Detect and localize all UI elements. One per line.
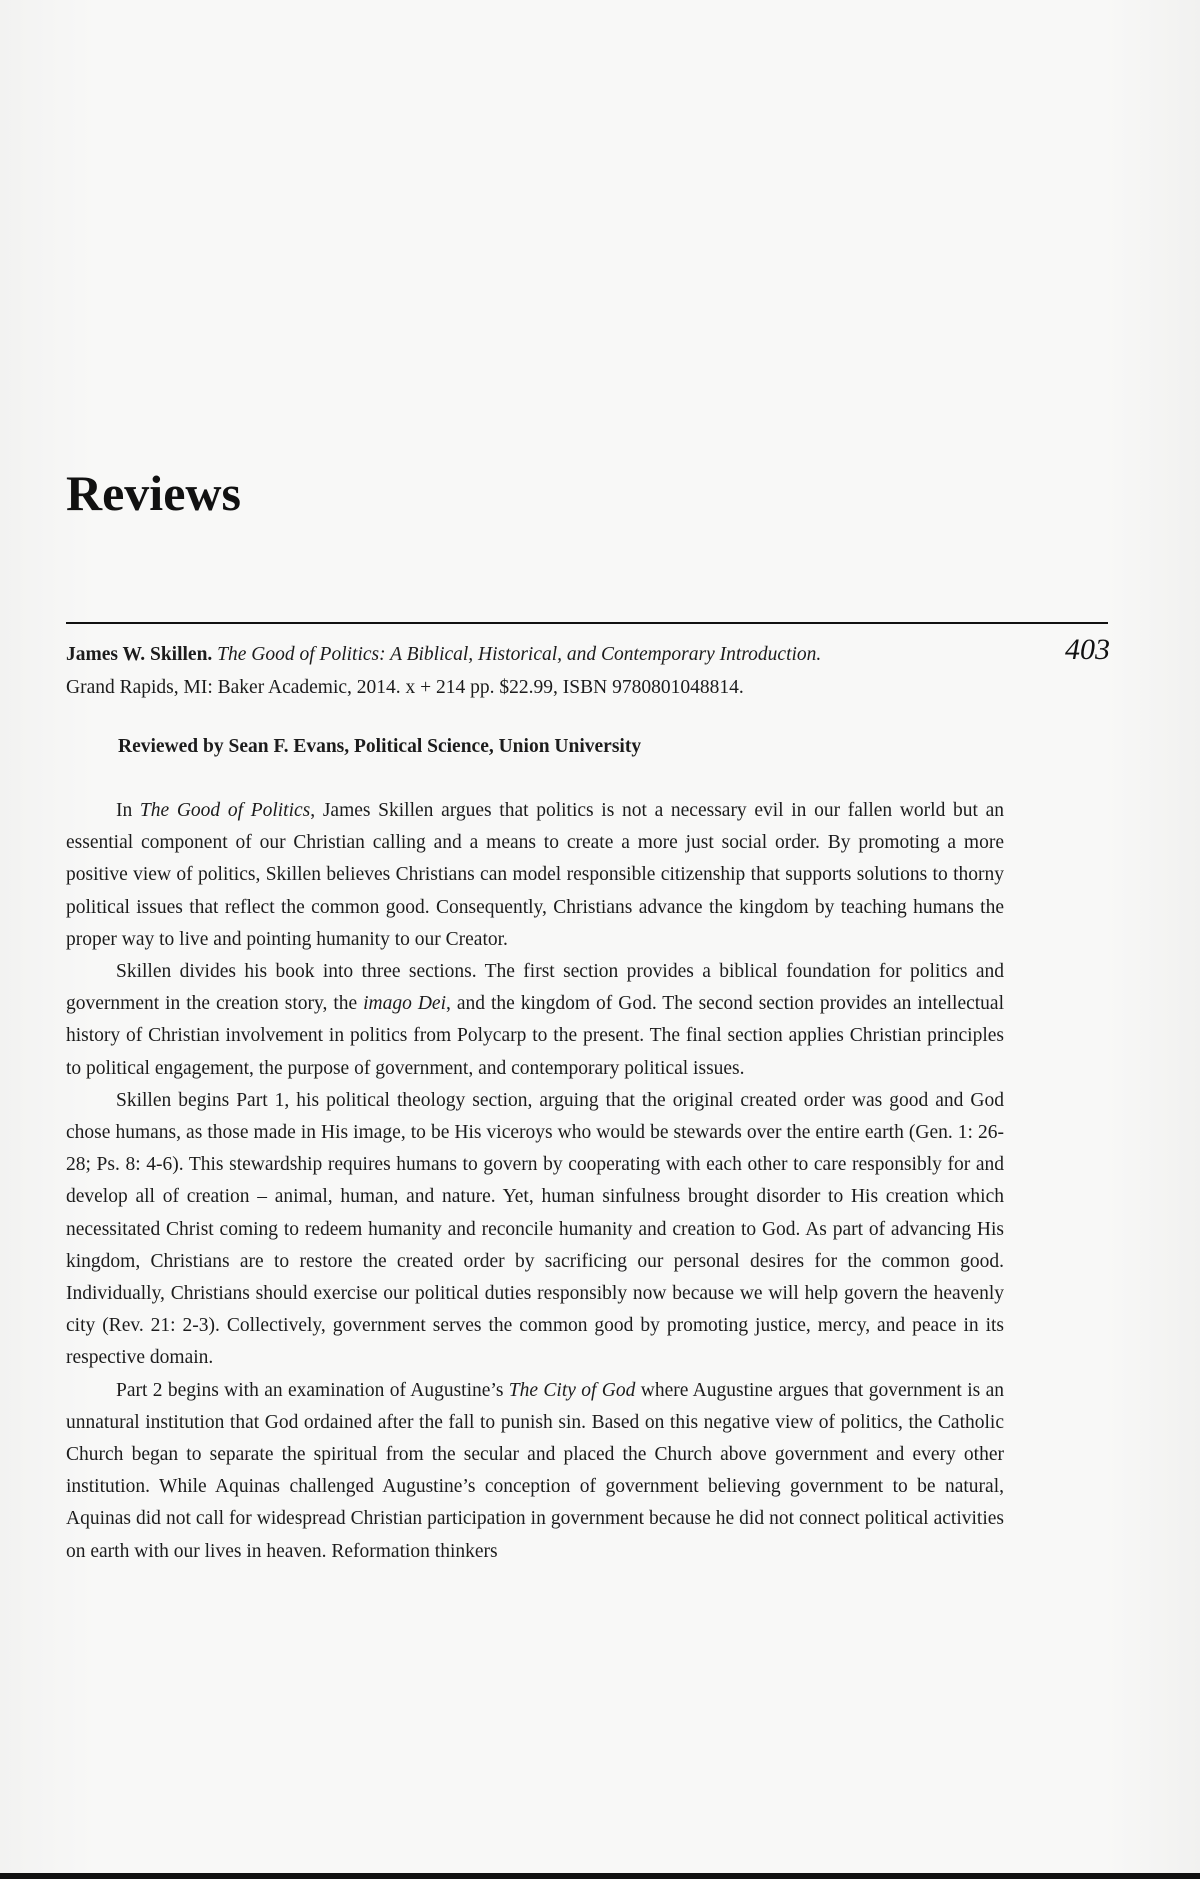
paragraph-3 — [66, 1085, 1004, 1375]
paragraph-3-text: Skillen begins Part 1, his political theology section, arguing that the original created order was good and God chose humans, as those made in His image, to be His viceroys who would be stewards over the entire earth (Gen. 1: 26-28; Ps. 8: 4-6). This stewardship requires humans to govern by cooperating with each other to care responsibly for and develop all of creation – animal, human, and nature. Yet, human sinfulness brought disorder to His creation which necessitated Christ coming to redeem humanity and reconcile humanity and creation to God. As part of advancing His kingdom, Christians are to restore the created order by sacrificing our personal desires for the common good. Individually, Christians should exercise our political duties responsibly now because we will help govern the heavenly city (Rev. 21: 2-3). Collectively, government serves the common good by promoting justice, mercy, and peace in its respective domain. — [66, 1089, 1004, 1369]
book-citation — [66, 638, 1026, 704]
paragraph-1-text: , James Skillen argues that politics is not a necessary evil in our fallen world but an essential component of our Christian calling and a means to create a more just social order. By promoting a more positive view of politics, Skillen believes Christians can model responsible citizenship that supports solutions to thorny political issues that reflect the common good. Consequently, Christians advance the kingdom by teaching humans the proper way to live and pointing humanity to our Creator. — [66, 800, 1004, 950]
paragraph-4-text-a: Part 2 begins with an examination of Augustine’s — [116, 1379, 509, 1401]
section-heading: Reviews — [66, 465, 241, 521]
paragraph-2-text-a: Skillen divides his book into three sections. The first section provides a biblical foundation for politics and government in the creation story, the — [66, 961, 1004, 1015]
paragraph-1 — [66, 795, 1004, 956]
paragraph-2-italic-term: imago Dei — [363, 993, 446, 1015]
page-bottom-edge — [0, 1873, 1200, 1879]
review-body — [66, 795, 1004, 1568]
paragraph-4 — [66, 1375, 1004, 1568]
paragraph-1-book-title: The Good of Politics — [139, 800, 311, 821]
paragraph-2-text-b: , and the kingdom of God. The second section provides an intellectual history of Christian involvement in politics from Polycarp to the present. The final section applies Christian principles to political engagement, the purpose of government, and contemporary political issues. — [66, 993, 1004, 1079]
paragraph-4-book-title: The City of God — [508, 1379, 636, 1401]
reviewer-line: Reviewed by Sean F. Evans, Political Science, Union University — [118, 736, 642, 757]
heading-rule — [66, 622, 1108, 624]
page-number: 403 — [1065, 633, 1110, 666]
paragraph-2 — [66, 956, 1004, 1085]
paragraph-1-intro: In — [116, 800, 140, 821]
paragraph-4-text-b: where Augustine argues that government is an unnatural institution that God ordained after the fall to punish sin. Based on this negative view of politics, the Catholic Church began to separate the spiritual from the secular and placed the Church above government and every other institution. While Aquinas challenged Augustine’s conception of government believing government to be natural, Aquinas did not call for widespread Christian participation in government because he did not connect political activities on earth with our lives in heaven. Reformation thinkers — [66, 1379, 1004, 1562]
citation-publication: Grand Rapids, MI: Baker Academic, 2014. x + 214 pp. $22.99, ISBN 9780801048814. — [66, 677, 744, 698]
citation-title: The Good of Politics: A Biblical, Historical, and Contemporary Introduction. — [217, 644, 822, 665]
citation-author: James W. Skillen. — [66, 644, 213, 665]
